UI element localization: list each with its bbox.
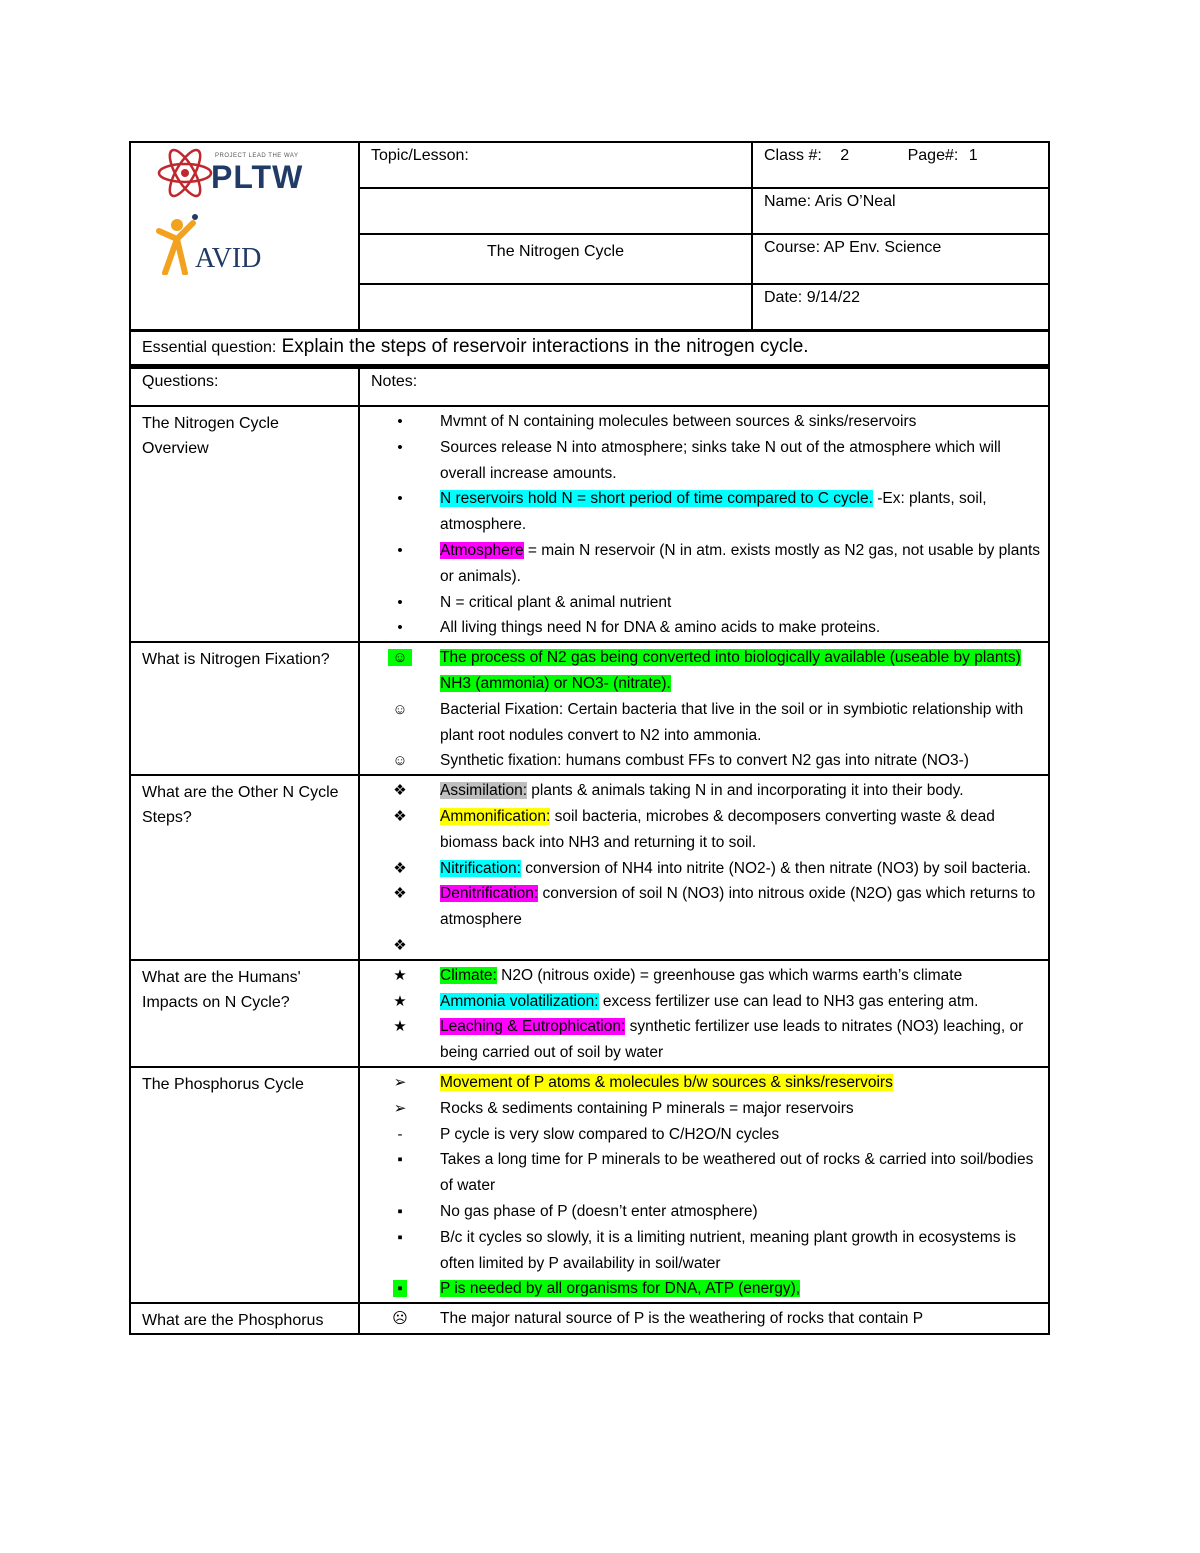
note-item — [360, 933, 1048, 959]
bullet-icon: - — [397, 1125, 403, 1143]
highlighted-term: The process of N2 gas being converted into biologically available (useable by plants) NH3 (ammonia) or NO3- (nitrate). — [440, 649, 1021, 692]
bullet-icon: ★ — [393, 1018, 407, 1036]
note-row — [130, 406, 1049, 642]
page-value: 1 — [968, 147, 978, 164]
note-row — [130, 642, 1049, 775]
note-fragment: = main N reservoir (N in atm. exists mostly as N2 gas, not usable by plants or animals). — [440, 541, 1041, 585]
note-item — [360, 963, 1048, 989]
note-item — [360, 435, 1048, 487]
note-fragment: plants & animals taking N in and incorporating it into their body. — [527, 782, 964, 800]
note-text — [440, 1014, 1048, 1066]
note-text — [440, 1096, 1048, 1122]
essential-text: Explain the steps of reservoir interactions in the nitrogen cycle. — [276, 336, 809, 357]
bullet-icon: ☺ — [360, 645, 440, 697]
bullet-icon: • — [397, 593, 403, 611]
notes-sheet — [129, 141, 1048, 1335]
note-row — [130, 1303, 1049, 1334]
notes-cell — [359, 642, 1049, 775]
note-text — [440, 697, 1048, 749]
note-text — [440, 615, 1048, 641]
note-fragment: Takes a long time for P minerals to be weathered out of rocks & carried into soil/bodies of water — [440, 1151, 1034, 1195]
note-item — [360, 486, 1048, 538]
topic-label-cell — [359, 142, 752, 188]
note-fragment: Bacterial Fixation: Certain bacteria that live in the soil or in symbiotic relationship with plant root nodules convert to N2 into ammonia. — [440, 700, 1024, 744]
essential-label: Essential question: — [142, 339, 277, 356]
note-fragment: -Ex: plants, soil, atmosphere. — [440, 490, 987, 534]
note-fragment: No gas phase of P (doesn’t enter atmosphere) — [440, 1202, 758, 1220]
highlighted-term: Climate: — [440, 966, 497, 984]
note-fragment: Synthetic fixation: humans combust FFs to convert N2 gas into nitrate (NO3-) — [440, 752, 969, 770]
notes-table — [129, 367, 1050, 1335]
note-item — [360, 538, 1048, 590]
pltw-logo-text: PLTW — [211, 159, 304, 195]
bullet-icon: ❖ — [393, 859, 407, 877]
note-fragment: B/c it cycles so slowly, it is a limiting nutrient, meaning plant growth in ecosystems is often limited by P availability in soil/water — [440, 1228, 1017, 1272]
course-cell — [752, 234, 1049, 284]
note-text — [440, 933, 1048, 959]
bullet-icon: ➢ — [393, 1099, 407, 1117]
avid-logo-text: AVID — [195, 243, 262, 274]
logo-cell — [130, 142, 359, 331]
note-fragment: P cycle is very slow compared to C/H2O/N cycles — [440, 1125, 780, 1143]
note-item — [360, 989, 1048, 1015]
note-item — [360, 1225, 1048, 1277]
essential-question-cell — [130, 331, 1049, 366]
highlighted-term: N reservoirs hold N = short period of time compared to C cycle. — [440, 490, 873, 508]
notes-cell — [359, 1303, 1049, 1334]
note-text — [440, 538, 1048, 590]
note-fragment: Sources release N into atmosphere; sinks take N out of the atmosphere which will overall increase amounts. — [440, 438, 1001, 482]
note-item — [360, 1306, 1048, 1332]
note-item — [360, 697, 1048, 749]
bullet-icon: ▪ — [397, 1228, 403, 1246]
note-text — [440, 486, 1048, 538]
question-cell: What are the Humans' Impacts on N Cycle? — [130, 960, 359, 1067]
note-text — [440, 856, 1048, 882]
note-item — [360, 1122, 1048, 1148]
bullet-icon: ❖ — [393, 885, 407, 903]
question-cell: The Phosphorus Cycle — [130, 1067, 359, 1303]
note-text — [440, 1147, 1048, 1199]
notes-cell — [359, 1067, 1049, 1303]
topic-blank-cell — [359, 188, 752, 234]
note-item — [360, 778, 1048, 804]
highlighted-term: Movement of P atoms & molecules b/w sources & sinks/reservoirs — [440, 1073, 893, 1091]
note-item — [360, 748, 1048, 774]
bullet-icon: ❖ — [393, 936, 407, 954]
bullet-icon: ★ — [393, 992, 407, 1010]
note-text — [440, 748, 1048, 774]
bullet-icon: • — [397, 438, 403, 456]
topic-blank-cell-2 — [359, 284, 752, 331]
note-text — [440, 1276, 1048, 1302]
note-fragment: soil bacteria, microbes & decomposers converting waste & dead biomass back into NH3 and returning it to soil. — [440, 807, 995, 851]
notes-cell — [359, 406, 1049, 642]
date: Date: 9/14/22 — [764, 289, 861, 306]
pltw-small-text: PROJECT LEAD THE WAY — [215, 153, 299, 159]
note-row — [130, 1067, 1049, 1303]
note-fragment: All living things need N for DNA & amino acids to make proteins. — [440, 619, 881, 637]
bullet-icon: ☹ — [392, 1310, 408, 1328]
question-cell: What are the Phosphorus — [130, 1303, 359, 1334]
highlighted-term: Denitrification: — [440, 885, 539, 903]
notes-header-label: Notes: — [371, 373, 418, 390]
note-text — [440, 409, 1048, 435]
bullet-icon: ▪ — [397, 1151, 403, 1169]
highlighted-term: Assimilation: — [440, 782, 527, 800]
student-name: Name: Aris O’Neal — [764, 193, 896, 210]
note-fragment: Mvmnt of N containing molecules between sources & sinks/reservoirs — [440, 413, 917, 430]
name-cell — [752, 188, 1049, 234]
note-text — [440, 1199, 1048, 1225]
topic-label: Topic/Lesson: — [371, 147, 469, 164]
note-item — [360, 1014, 1048, 1066]
highlighted-term: Ammonia volatilization: — [440, 992, 599, 1010]
note-text — [440, 778, 1048, 804]
course: Course: AP Env. Science — [764, 239, 942, 256]
question-cell: The Nitrogen Cycle Overview — [130, 406, 359, 642]
note-item — [360, 856, 1048, 882]
topic-value: The Nitrogen Cycle — [487, 243, 624, 260]
bullet-icon: ➢ — [393, 1073, 407, 1091]
class-page-cell — [752, 142, 1049, 188]
note-text — [440, 1225, 1048, 1277]
note-text — [440, 645, 1048, 697]
note-item — [360, 615, 1048, 641]
note-item — [360, 590, 1048, 616]
highlighted-term: P is needed by all organisms for DNA, ATP (energy), — [440, 1280, 801, 1298]
bullet-icon: ❖ — [393, 782, 407, 800]
bullet-icon: ☺ — [392, 752, 408, 770]
question-cell: What are the Other N Cycle Steps? — [130, 775, 359, 960]
bullet-icon: ▪ — [397, 1202, 403, 1220]
note-text — [440, 1306, 1048, 1332]
bullet-icon: • — [397, 490, 403, 508]
note-text — [440, 590, 1048, 616]
note-item — [360, 1096, 1048, 1122]
notes-rows — [130, 406, 1049, 1334]
note-fragment: N = critical plant & animal nutrient — [440, 593, 672, 611]
topic-value-cell — [359, 234, 752, 284]
date-cell — [752, 284, 1049, 331]
class-label: Class #: — [764, 147, 822, 164]
note-fragment: excess fertilizer use can lead to NH3 gas entering atm. — [598, 992, 979, 1010]
note-text — [440, 435, 1048, 487]
note-item — [360, 1147, 1048, 1199]
pltw-atom-logo-icon — [155, 147, 215, 199]
note-text — [440, 881, 1048, 933]
questions-header — [130, 368, 359, 406]
notes-header — [359, 368, 1049, 406]
note-row — [130, 775, 1049, 960]
highlighted-term: Ammonification: — [440, 807, 551, 825]
notes-cell — [359, 775, 1049, 960]
bullet-icon: ❖ — [393, 807, 407, 825]
bullet-icon: • — [397, 619, 403, 637]
question-cell: What is Nitrogen Fixation? — [130, 642, 359, 775]
note-fragment: synthetic fertilizer use leads to nitrates (NO3) leaching, or being carried out of soil by water — [440, 1018, 1024, 1062]
note-item — [360, 1070, 1048, 1096]
note-text — [440, 1122, 1048, 1148]
note-text — [440, 963, 1048, 989]
note-text — [440, 989, 1048, 1015]
note-text — [440, 804, 1048, 856]
bullet-icon: ★ — [393, 966, 407, 984]
avid-figure-logo-icon — [155, 213, 199, 275]
highlighted-term: Nitrification: — [440, 859, 521, 877]
bullet-icon: ☺ — [392, 700, 408, 718]
note-item — [360, 1276, 1048, 1302]
note-fragment: conversion of soil N (NO3) into nitrous oxide (N2O) gas which returns to atmosphere — [440, 885, 1036, 929]
questions-header-label: Questions: — [142, 373, 219, 390]
note-text — [440, 1070, 1048, 1096]
note-fragment: Rocks & sediments containing P minerals = major reservoirs — [440, 1099, 854, 1117]
page-label: Page#: — [907, 147, 959, 164]
note-fragment: N2O (nitrous oxide) = greenhouse gas which warms earth’s climate — [496, 966, 963, 984]
note-item — [360, 409, 1048, 435]
bullet-icon: • — [397, 541, 403, 559]
note-item — [360, 881, 1048, 933]
note-item — [360, 804, 1048, 856]
note-fragment: The major natural source of P is the weathering of rocks that contain P — [440, 1310, 924, 1328]
notes-cell — [359, 960, 1049, 1067]
class-value: 2 — [840, 147, 850, 164]
note-item — [360, 1199, 1048, 1225]
note-fragment: conversion of NH4 into nitrite (NO2-) & then nitrate (NO3) by soil bacteria. — [520, 859, 1031, 877]
highlighted-term: Leaching & Eutrophication: — [440, 1018, 626, 1036]
bullet-icon: • — [397, 413, 403, 430]
bullet-icon: ▪ — [360, 1276, 440, 1302]
header-table — [129, 141, 1050, 367]
highlighted-term: Atmosphere — [440, 541, 524, 559]
note-row — [130, 960, 1049, 1067]
note-item — [360, 645, 1048, 697]
